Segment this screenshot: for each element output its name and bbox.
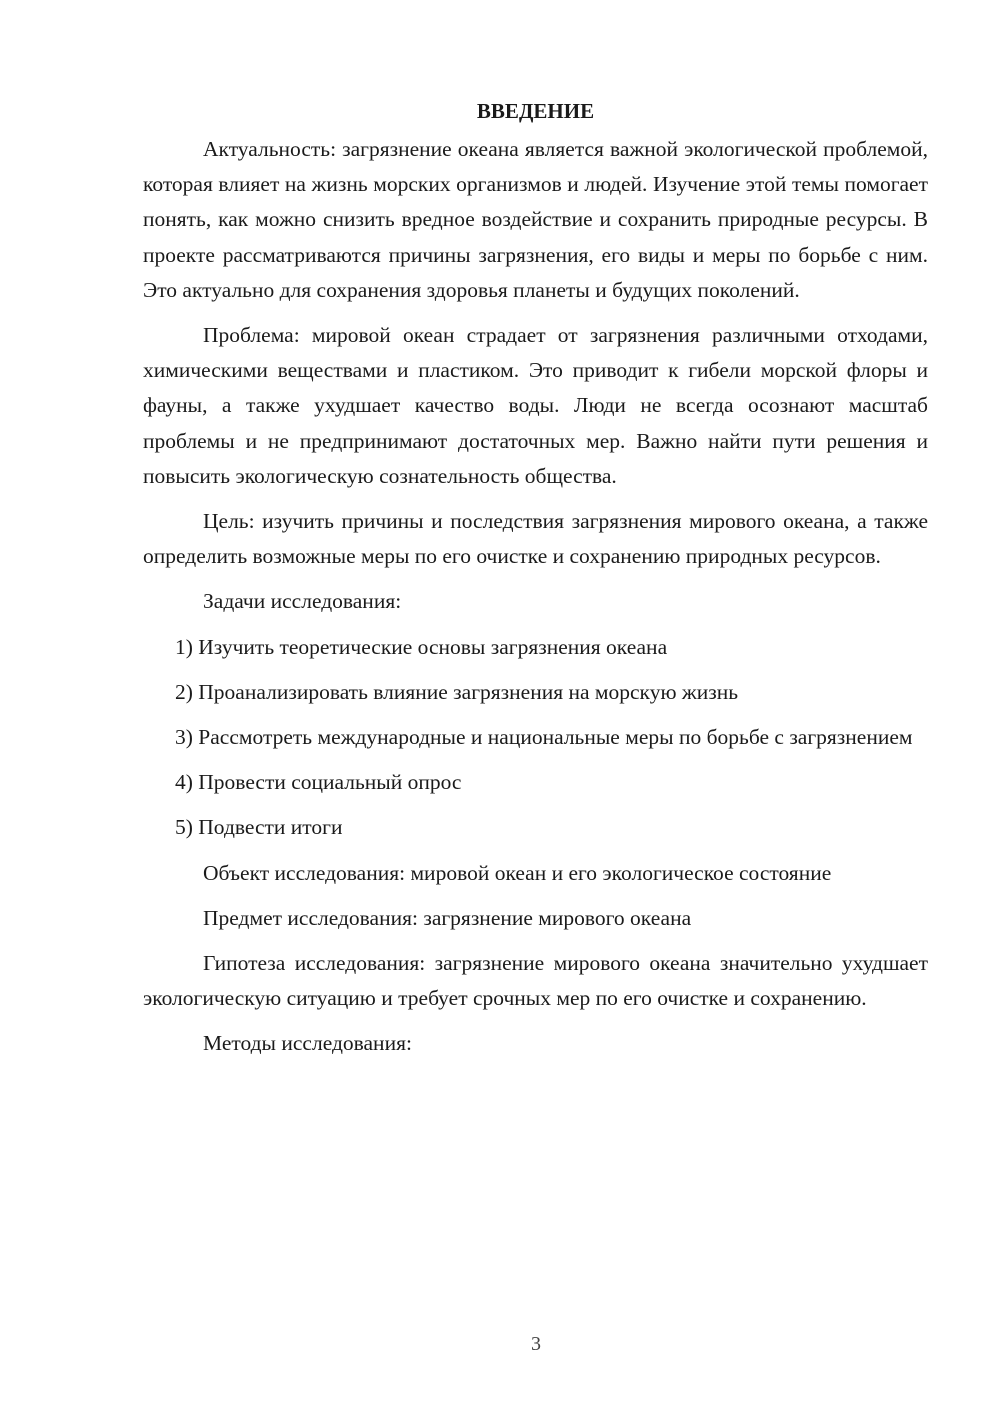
paragraph-tasks-heading: Задачи исследования: bbox=[203, 589, 402, 614]
task-item-3: 3) Рассмотреть международные и национальные меры по борьбе с загрязнением bbox=[175, 725, 913, 750]
paragraph-relevance: Актуальность: загрязнение океана является важной экологической проблемой, которая влияет на жизнь морских организмов и людей. Изучение этой темы помогает понять, как можно снизить вредное воздействие и сохранить природные ресурсы. В проекте рассматриваются причины загрязнения, его виды и меры по борьбе с ним. Это актуально для сохранения здоровья планеты и будущих поколений. bbox=[143, 137, 928, 302]
paragraph-problem: Проблема: мировой океан страдает от загрязнения различными отходами, химическими веществами и пластиком. Это приводит к гибели морской флоры и фауны, а также ухудшает качество воды. Люди не всегда осознают масштаб проблемы и не предпринимают достаточных мер. Важно найти пути решения и повысить экологическую сознательность общества. bbox=[143, 323, 928, 488]
task-item-1: 1) Изучить теоретические основы загрязнения океана bbox=[175, 634, 668, 659]
section-title: ВВЕДЕНИЕ bbox=[476, 99, 595, 123]
task-item-4: 4) Провести социальный опрос bbox=[175, 770, 462, 795]
paragraph-methods: Методы исследования: bbox=[203, 1031, 412, 1056]
paragraph-subject: Предмет исследования: загрязнение мирового океана bbox=[203, 905, 692, 930]
paragraph-hypothesis: Гипотеза исследования: загрязнение мирового океана значительно ухудшает экологическую ситуацию и требует срочных мер по его очистке и сохранению. bbox=[143, 951, 928, 1011]
task-item-2: 2) Проанализировать влияние загрязнения на морскую жизнь bbox=[175, 679, 739, 704]
document-page bbox=[143, 96, 928, 1072]
task-item-5: 5) Подвести итоги bbox=[175, 815, 343, 840]
paragraph-object: Объект исследования: мировой океан и его экологическое состояние bbox=[203, 860, 832, 885]
paragraph-goal: Цель: изучить причины и последствия загрязнения мирового океана, а также определить возможные меры по его очистке и сохранению природных ресурсов. bbox=[143, 509, 928, 569]
page-number: 3 bbox=[531, 1333, 541, 1355]
